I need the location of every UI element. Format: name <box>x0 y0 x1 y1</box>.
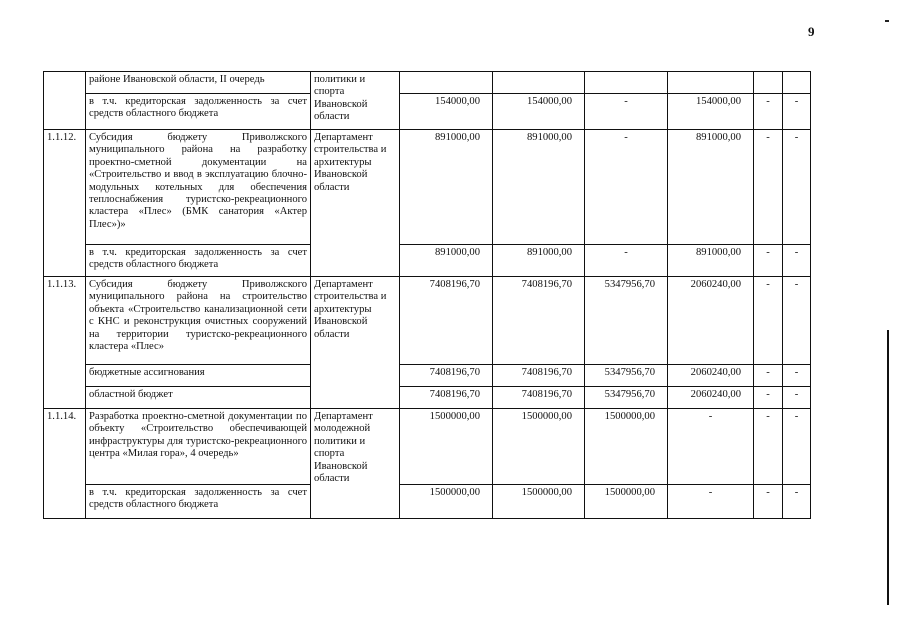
value-cell: - <box>783 409 811 485</box>
value-cell: - <box>783 277 811 365</box>
value-cell: - <box>783 485 811 519</box>
row-number: 1.1.14. <box>44 409 86 519</box>
value-cell: - <box>585 94 668 130</box>
row-department: Департамент молодежной политики и спорта Ивановской области <box>311 409 400 519</box>
value-cell: 7408196,70 <box>400 387 493 409</box>
value-cell: - <box>754 485 783 519</box>
row-number: 1.1.13. <box>44 277 86 409</box>
row-name: Разработка проектно-сметной документации по объекту «Строительство обеспечивающей инфраструктуры для туристско-рекреационного центра «Милая гора», 4 очередь» <box>86 409 311 485</box>
value-cell: 891000,00 <box>668 245 754 277</box>
value-cell: 7408196,70 <box>493 387 585 409</box>
value-cell <box>783 72 811 94</box>
row-department: Департамент строительства и архитектуры Ивановской области <box>311 277 400 409</box>
table-row <box>44 72 811 94</box>
value-cell: 7408196,70 <box>493 277 585 365</box>
row-number: 1.1.12. <box>44 130 86 277</box>
table-row <box>44 277 811 365</box>
value-cell <box>400 72 493 94</box>
value-cell: 5347956,70 <box>585 365 668 387</box>
row-name: областной бюджет <box>86 387 311 409</box>
value-cell: 2060240,00 <box>668 277 754 365</box>
row-name: Субсидия бюджету Приволжского муниципального района на разработку проектно-сметной документации на «Строительство и ввод в эксплуатацию блочно-модульных котельных для обеспечения теплоснабжения туристско-рекреационного кластера «Плес» (БМК санатория «Актер Плес»)» <box>86 130 311 245</box>
value-cell: 5347956,70 <box>585 277 668 365</box>
value-cell <box>754 72 783 94</box>
row-name: Субсидия бюджету Приволжского муниципального района на строительство объекта «Строительство канализационной сети с КНС и реконструкция очистных сооружений на территории туристско-рекреационного кластера «Плес» <box>86 277 311 365</box>
row-name: в т.ч. кредиторская задолженность за счет средств областного бюджета <box>86 485 311 519</box>
value-cell: - <box>783 365 811 387</box>
table-row <box>44 365 811 387</box>
value-cell: - <box>754 387 783 409</box>
table-row <box>44 485 811 519</box>
value-cell: 891000,00 <box>493 130 585 245</box>
value-cell: 891000,00 <box>668 130 754 245</box>
table-row <box>44 130 811 245</box>
value-cell: 891000,00 <box>400 130 493 245</box>
row-number <box>44 72 86 130</box>
table-row <box>44 409 811 485</box>
value-cell: 1500000,00 <box>493 485 585 519</box>
value-cell: 2060240,00 <box>668 387 754 409</box>
value-cell: 154000,00 <box>668 94 754 130</box>
value-cell <box>668 72 754 94</box>
value-cell: - <box>754 409 783 485</box>
value-cell: 891000,00 <box>493 245 585 277</box>
table-row <box>44 245 811 277</box>
value-cell: - <box>754 130 783 245</box>
value-cell: - <box>668 485 754 519</box>
row-name: в т.ч. кредиторская задолженность за счет средств областного бюджета <box>86 94 311 130</box>
value-cell: 1500000,00 <box>400 485 493 519</box>
value-cell: 1500000,00 <box>493 409 585 485</box>
value-cell: 154000,00 <box>493 94 585 130</box>
value-cell: 154000,00 <box>400 94 493 130</box>
value-cell: - <box>754 365 783 387</box>
value-cell: 7408196,70 <box>493 365 585 387</box>
row-department: политики и спорта Ивановской области <box>311 72 400 130</box>
page-number: 9 <box>808 24 815 39</box>
value-cell: - <box>668 409 754 485</box>
scan-edge-line <box>887 330 889 605</box>
table-row <box>44 94 811 130</box>
value-cell: - <box>585 245 668 277</box>
table-row <box>44 387 811 409</box>
value-cell: 1500000,00 <box>585 485 668 519</box>
value-cell: - <box>783 94 811 130</box>
value-cell: 7408196,70 <box>400 365 493 387</box>
value-cell: 1500000,00 <box>585 409 668 485</box>
value-cell: - <box>585 130 668 245</box>
value-cell: - <box>783 245 811 277</box>
value-cell <box>585 72 668 94</box>
row-name: районе Ивановской области, II очередь <box>86 72 311 94</box>
row-name: бюджетные ассигнования <box>86 365 311 387</box>
budget-table <box>43 71 811 519</box>
value-cell: 891000,00 <box>400 245 493 277</box>
value-cell: - <box>783 387 811 409</box>
row-department: Департамент строительства и архитектуры Ивановской области <box>311 130 400 277</box>
value-cell: 7408196,70 <box>400 277 493 365</box>
scan-edge-mark <box>885 20 889 22</box>
value-cell: 1500000,00 <box>400 409 493 485</box>
value-cell: 2060240,00 <box>668 365 754 387</box>
value-cell: - <box>754 94 783 130</box>
value-cell: - <box>754 277 783 365</box>
value-cell <box>493 72 585 94</box>
value-cell: 5347956,70 <box>585 387 668 409</box>
row-name: в т.ч. кредиторская задолженность за счет средств областного бюджета <box>86 245 311 277</box>
value-cell: - <box>783 130 811 245</box>
value-cell: - <box>754 245 783 277</box>
